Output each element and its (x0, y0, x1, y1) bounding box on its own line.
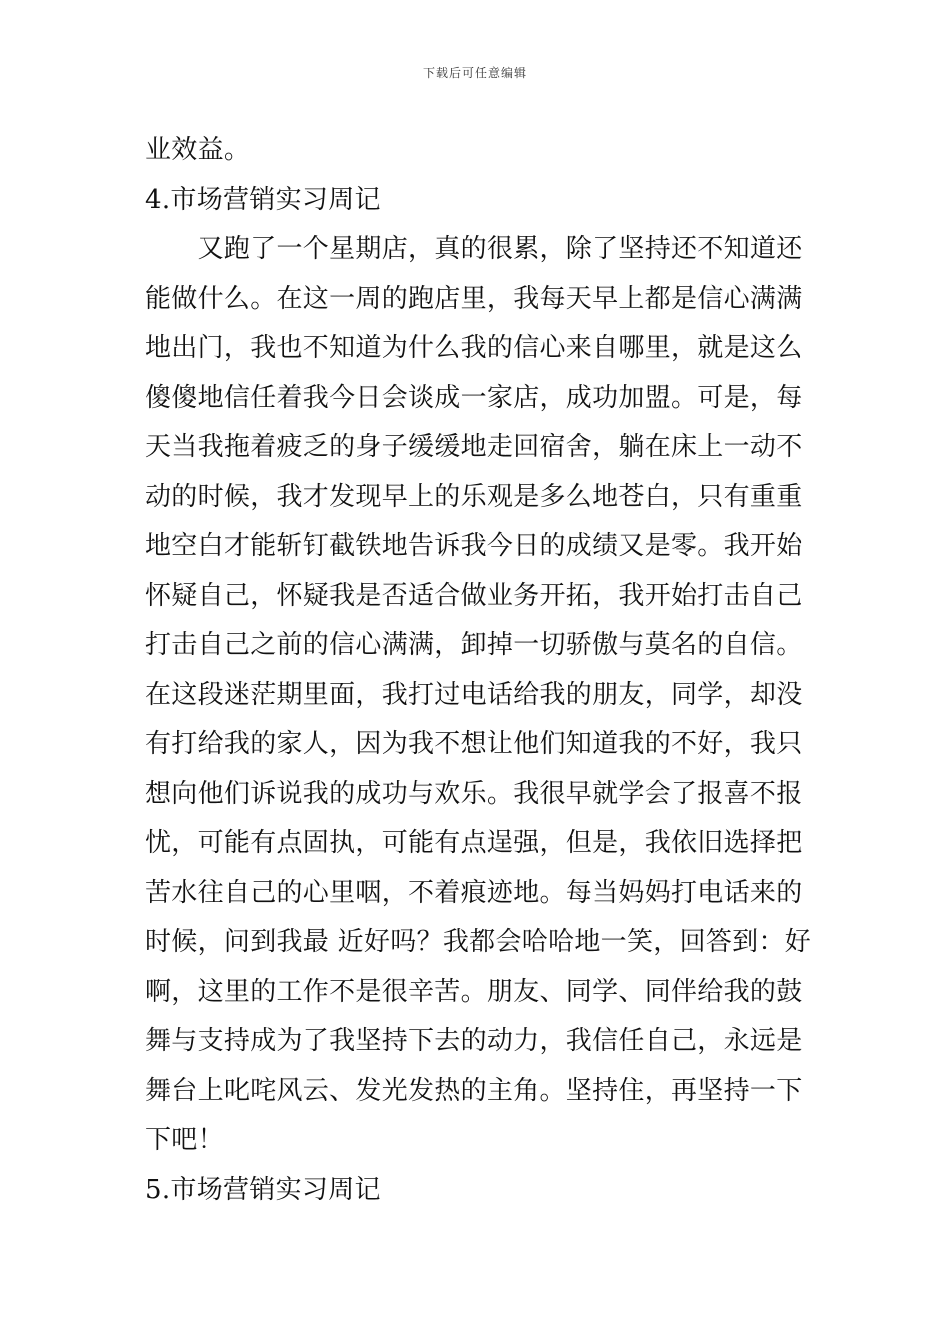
text-line: 业效益。 (145, 135, 251, 165)
text-line: 地出门，我也不知道为什么我的信心来自哪里，就是这么 (145, 333, 803, 363)
section-heading: 4.市场营销实习周记 (145, 184, 381, 215)
text-line: 在这段迷茫期里面，我打过电话给我的朋友，同学，却没 (145, 679, 803, 710)
text-line: 时候，问到我最 近好吗？我都会哈哈地一笑，回答到：好 (145, 927, 812, 957)
text-line: 舞台上叱咤风云、发光发热的主角。坚持住，再坚持一下 (145, 1075, 803, 1106)
text-line: 苦水往自己的心里咽，不着痕迹地。每当妈妈打电话来的 (145, 877, 803, 908)
text-line: 啊，这里的工作不是很辛苦。朋友、同学、同伴给我的鼓 (145, 976, 803, 1007)
text-line: 有打给我的家人，因为我不想让他们知道我的不好，我只 (145, 729, 803, 759)
text-line: 动的时候，我才发现早上的乐观是多么地苍白，只有重重 (145, 481, 803, 512)
page-header: 下载后可任意编辑 (422, 66, 527, 80)
text-line: 打击自己之前的信心满满，卸掉一切骄傲与莫名的自信。 (145, 630, 803, 660)
text-line: 怀疑自己，怀疑我是否适合做业务开拓，我开始打击自己 (145, 580, 803, 611)
text-line: 又跑了一个星期店，真的很累，除了坚持还不知道还 (145, 234, 803, 264)
text-line: 天当我拖着疲乏的身子缓缓地走回宿舍，躺在床上一动不 (145, 432, 803, 462)
section-heading: 5.市场营销实习周记 (145, 1174, 381, 1205)
text-line: 想向他们诉说我的成功与欢乐。我很早就学会了报喜不报 (145, 778, 803, 809)
text-line: 能做什么。在这一周的跑店里，我每天早上都是信心满满 (145, 283, 803, 314)
text-line: 地空白才能斩钉截铁地告诉我今日的成绩又是零。我开始 (145, 531, 803, 561)
text-line: 下吧！ (145, 1125, 224, 1155)
text-line: 傻傻地信任着我今日会谈成一家店，成功加盟。可是，每 (145, 382, 803, 413)
text-line: 忧，可能有点固执，可能有点逞强，但是，我依旧选择把 (145, 828, 803, 858)
document-body (145, 128, 810, 1217)
text-line: 舞与支持成为了我坚持下去的动力，我信任自己，永远是 (145, 1026, 803, 1056)
